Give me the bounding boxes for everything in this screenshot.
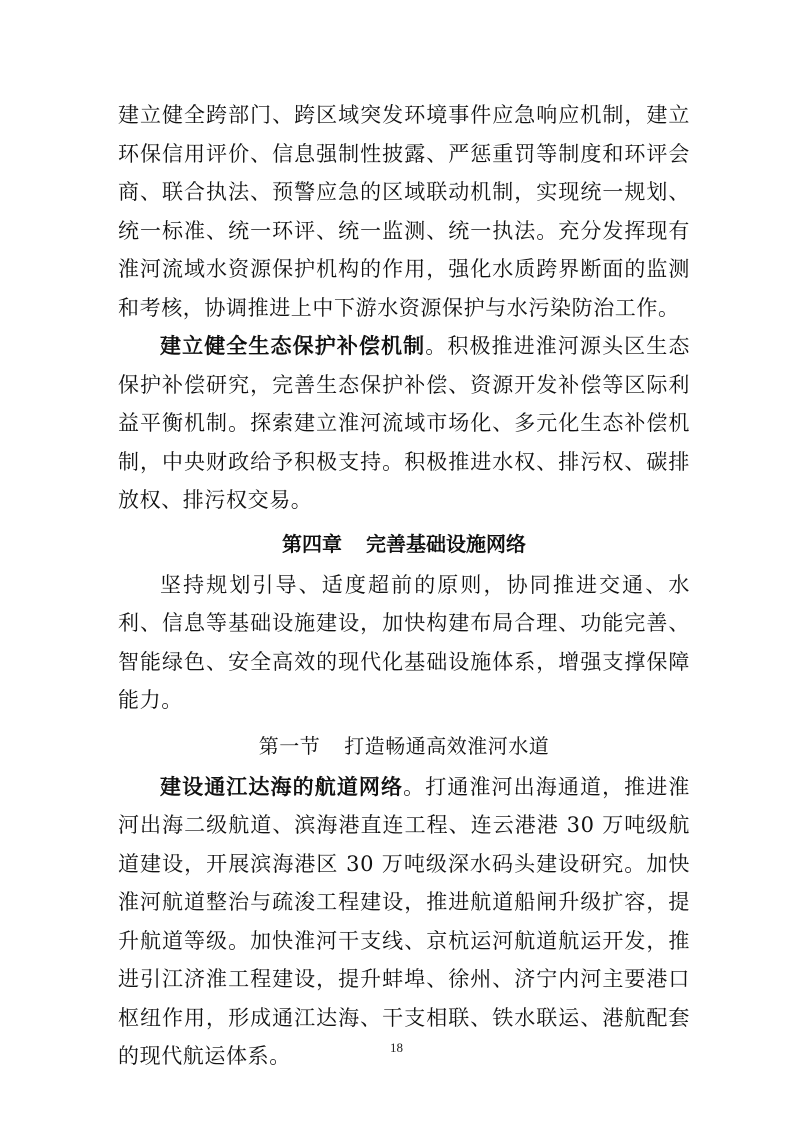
paragraph-ecological-compensation — [118, 327, 690, 520]
chapter-number: 第四章 — [282, 531, 342, 556]
paragraph-text: 。打通淮河出海通道，推进淮河出海二级航道、滨海港直连工程、连云港港 30 万吨级航道建设，开展滨海港区 30 万吨级深水码头建设研究。加快淮河航道整治与疏浚工程建设，推进航道船闸升级扩容，提升航道等级。加快淮河干支线、京杭运河航道航运开发，推进引江济淮工程建设，提升蚌埠、徐州、济宁内河主要港口枢纽作用，形成通江达海、干支相联、铁水联运、港航配套的现代航运体系。 — [118, 774, 690, 1068]
chapter-heading — [118, 526, 690, 562]
chapter-title: 完善基础设施网络 — [366, 531, 526, 556]
page-number: 18 — [390, 1040, 403, 1055]
paragraph-waterway-network — [118, 768, 690, 1076]
paragraph-chapter-intro — [118, 566, 690, 720]
paragraph-text: 。积极推进淮河源头区生态保护补偿研究，完善生态保护补偿、资源开发补偿等区际利益平衡机制。探索建立淮河流域市场化、多元化生态补偿机制，中央财政给予积极支持。积极推进水权、排污权、碳排放权、排污权交易。 — [118, 334, 690, 512]
paragraph-text: 建立健全跨部门、跨区域突发环境事件应急响应机制，建立环保信用评价、信息强制性披露、严惩重罚等制度和环评会商、联合执法、预警应急的区域联动机制，实现统一规划、统一标准、统一环评、统一监测、统一执法。充分发挥现有淮河流域水资源保护机构的作用，强化水质跨界断面的监测和考核，协调推进上中下游水资源保护与水污染防治工作。 — [118, 103, 690, 320]
paragraph-heading-bold: 建设通江达海的航道网络 — [160, 773, 404, 799]
paragraph-heading-bold: 建立健全生态保护补偿机制 — [160, 333, 426, 358]
section-title: 打造畅通高效淮河水道 — [344, 733, 550, 758]
paragraph-environment-mechanism — [118, 96, 690, 327]
section-heading — [118, 728, 690, 764]
section-number: 第一节 — [258, 733, 321, 758]
paragraph-text: 坚持规划引导、适度超前的原则，协同推进交通、水利、信息等基础设施建设，加快构建布局合理、功能完善、智能绿色、安全高效的现代化基础设施体系，增强支撑保障能力。 — [118, 572, 690, 712]
page-content — [118, 96, 690, 1076]
